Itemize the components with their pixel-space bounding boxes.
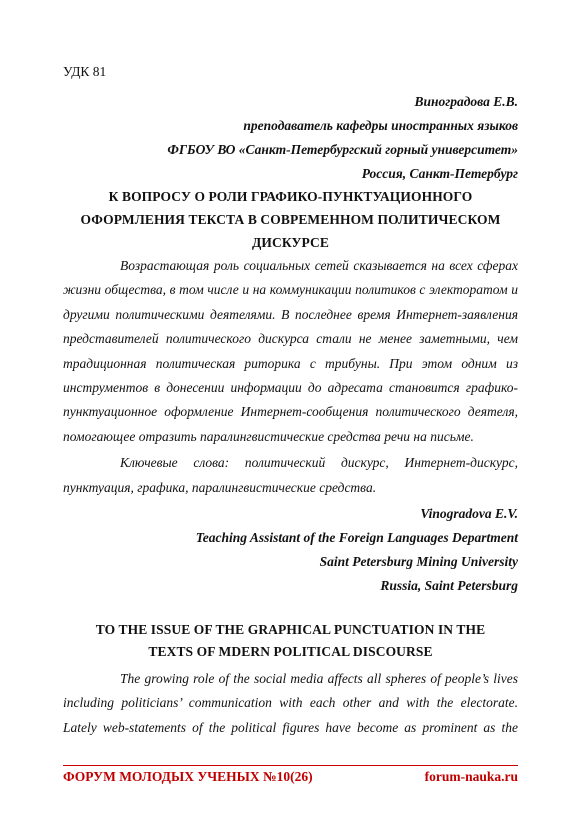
author-location-en: Russia, Saint Petersburg <box>380 578 518 594</box>
author-institution-en: Saint Petersburg Mining University <box>319 554 518 570</box>
author-block-en <box>63 502 518 598</box>
title-ru-line-2: ОФОРМЛЕНИЯ ТЕКСТА В СОВРЕМЕННОМ ПОЛИТИЧЕСКОМ <box>80 212 501 227</box>
author-position-ru: преподаватель кафедры иностранных языков <box>243 118 518 133</box>
footer-journal-title: ФОРУМ МОЛОДЫХ УЧЕНЫХ №10(26) <box>63 769 313 784</box>
author-name-ru: Виноградова Е.В. <box>414 94 518 109</box>
article-title-en <box>63 619 518 663</box>
article-title-ru <box>63 185 518 254</box>
author-institution-ru: ФГБОУ ВО «Санкт-Петербургский горный университет» <box>167 142 518 157</box>
page-footer <box>63 765 518 787</box>
title-en-line-1: TO THE ISSUE OF THE GRAPHICAL PUNCTUATION IN THE <box>95 622 486 638</box>
title-en-line-2: TEXTS OF MDERN POLITICAL DISCOURSE <box>148 644 433 660</box>
keywords-ru: Ключевые слова: политический дискурс, Интернет-дискурс, пунктуация, графика, паралингвистические средства. <box>63 455 518 495</box>
title-ru-line-3: ДИСКУРСЕ <box>252 235 329 250</box>
footer-site-link[interactable]: forum-nauka.ru <box>424 769 518 784</box>
author-position-en: Teaching Assistant of the Foreign Languages Department <box>195 530 518 546</box>
article-page <box>63 62 518 740</box>
abstract-en: The growing role of the social media affects all spheres of people’s lives including politicians’ communication with each other and with the electorate. Lately web-statements of the political figures have become as prominent as the <box>63 671 518 735</box>
title-ru-line-1: К ВОПРОСУ О РОЛИ ГРАФИКО-ПУНКТУАЦИОННОГО <box>108 189 473 204</box>
abstract-ru: Возрастающая роль социальных сетей сказывается на всех сферах жизни общества, в том числе и на коммуникации политиков с электоратом и другими политическими деятелями. В последнее время Интернет-заявления представителей политического дискурса стали не менее заметными, чем традиционная политическая риторика с трибуны. При этом одним из инструментов в донесении информации до адресата становится графико-пунктуационное оформление Интернет-сообщения политического деятеля, помогающее отразить паралингвистические средства речи на письме. <box>63 258 518 444</box>
author-location-ru: Россия, Санкт-Петербург <box>361 166 518 181</box>
author-block-ru <box>63 90 518 186</box>
udk-code: УДК 81 <box>63 64 107 79</box>
author-name-en: Vinogradova E.V. <box>420 506 518 522</box>
